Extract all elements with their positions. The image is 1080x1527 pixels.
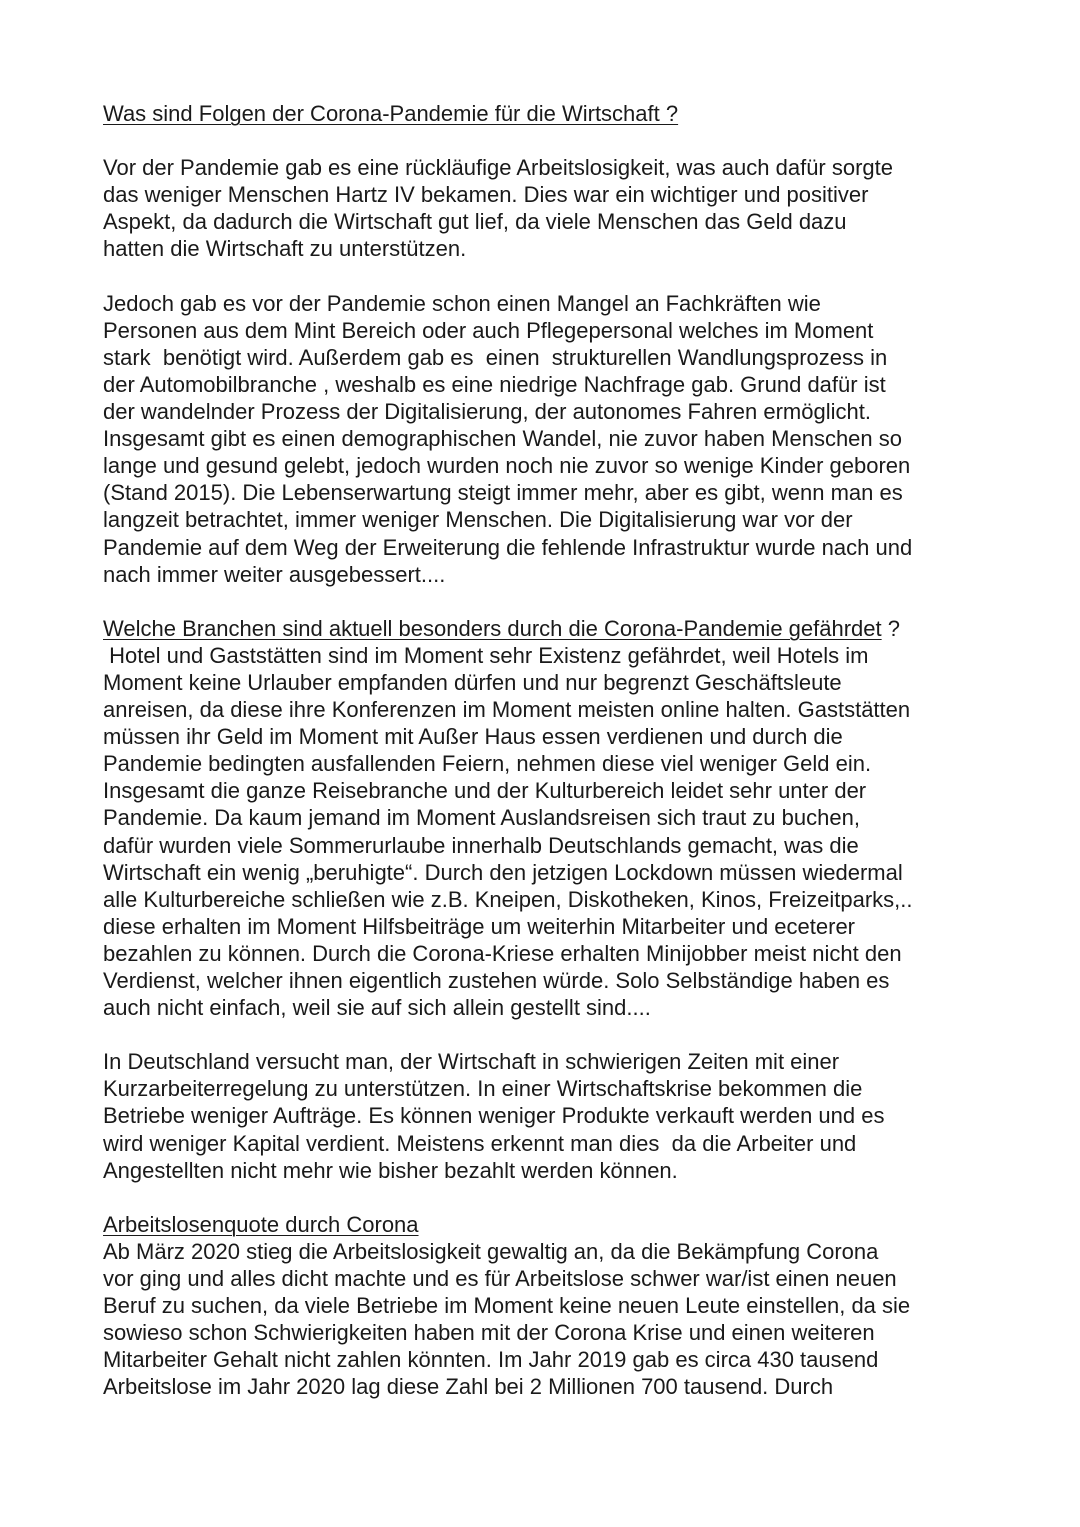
text-line: Insgesamt die ganze Reisebranche und der Kulturbereich leidet sehr unter der <box>103 778 867 804</box>
text-line: Pandemie auf dem Weg der Erweiterung die fehlende Infrastruktur wurde nach und <box>103 534 913 560</box>
heading-folgen-text: Was sind Folgen der Corona-Pandemie für die Wirtschaft ? <box>103 101 679 126</box>
text-line: müssen ihr Geld im Moment mit Außer Haus essen verdienen und durch die <box>103 724 843 750</box>
text-line: sowieso schon Schwierigkeiten haben mit der Corona Krise und einen weiteren <box>103 1320 875 1346</box>
text-line: langzeit betrachtet, immer weniger Menschen. Die Digitalisierung war vor der <box>103 507 853 533</box>
paragraph-arbeitslosigkeit <box>103 1238 1003 1401</box>
heading-branchen-text: Welche Branchen sind aktuell besonders durch die Corona-Pandemie gefährdet <box>103 615 882 641</box>
text-line: Wirtschaft ein wenig „beruhigte“. Durch den jetzigen Lockdown müssen wiedermal <box>103 859 903 885</box>
heading-branchen <box>103 615 1003 642</box>
text-line: Vor der Pandemie gab es eine rückläufige Arbeitslosigkeit, was auch dafür sorgte <box>103 155 894 181</box>
text-line: hatten die Wirtschaft zu unterstützen. <box>103 236 467 262</box>
spacer <box>103 127 1003 154</box>
text-line: Angestellten nicht mehr wie bisher bezahlt werden können. <box>103 1157 678 1183</box>
text-line: lange und gesund gelebt, jedoch wurden noch nie zuvor so wenige Kinder geboren <box>103 453 911 479</box>
text-line: das weniger Menschen Hartz IV bekamen. Dies war ein wichtiger und positiver <box>103 182 869 208</box>
paragraph-kurzarbeit <box>103 1048 1003 1183</box>
text-line: dafür wurden viele Sommerurlaube innerhalb Deutschlands gemacht, was die <box>103 832 859 858</box>
text-line: Personen aus dem Mint Bereich oder auch Pflegepersonal welches im Moment <box>103 317 874 343</box>
spacer <box>103 588 1003 615</box>
text-line: Ab März 2020 stieg die Arbeitslosigkeit gewaltig an, da die Bekämpfung Corona <box>103 1238 879 1264</box>
text-line: Kurzarbeiterregelung zu unterstützen. In einer Wirtschaftskrise bekommen die <box>103 1076 863 1102</box>
text-line: vor ging und alles dicht machte und es für Arbeitslose schwer war/ist einen neuen <box>103 1266 897 1292</box>
text-line: Verdienst, welcher ihnen eigentlich zustehen würde. Solo Selbständige haben es <box>103 968 890 993</box>
text-line: Pandemie. Da kaum jemand im Moment Auslandsreisen sich traut zu buchen, <box>103 805 860 831</box>
text-line: Beruf zu suchen, da viele Betriebe im Moment keine neuen Leute einstellen, da sie <box>103 1293 911 1319</box>
text-line: auch nicht einfach, weil sie auf sich allein gestellt sind.... <box>103 995 651 1021</box>
text-line: Moment keine Urlauber empfanden dürfen und nur begrenzt Geschäftsleute <box>103 669 842 695</box>
text-line: In Deutschland versucht man, der Wirtschaft in schwierigen Zeiten mit einer <box>103 1049 840 1075</box>
text-line: Pandemie bedingten ausfallenden Feiern, nehmen diese viel weniger Geld ein. <box>103 751 872 777</box>
paragraph-hotel-gaststaetten <box>103 642 1003 1021</box>
heading-arbeitslosenquote-text: Arbeitslosenquote durch Corona <box>103 1211 419 1237</box>
heading-branchen-suffix: ? <box>881 615 900 641</box>
text-line: wird weniger Kapital verdient. Meistens erkennt man dies da die Arbeiter und <box>103 1130 857 1156</box>
text-line: Betriebe weniger Aufträge. Es können weniger Produkte verkauft werden und es <box>103 1103 885 1129</box>
text-line: Insgesamt gibt es einen demographischen Wandel, nie zuvor haben Menschen so <box>103 426 903 452</box>
text-line: Jedoch gab es vor der Pandemie schon einen Mangel an Fachkräften wie <box>103 290 821 316</box>
text-line: nach immer weiter ausgebessert.... <box>103 561 446 587</box>
text-line: Arbeitslose im Jahr 2020 lag diese Zahl bei 2 Millionen 700 tausend. Durch <box>103 1374 834 1400</box>
spacer <box>103 1021 1003 1048</box>
text-line: alle Kulturbereiche schließen wie z.B. Kneipen, Diskotheken, Kinos, Freizeitparks,.. <box>103 886 913 912</box>
text-line: Hotel und Gaststätten sind im Moment sehr Existenz gefährdet, weil Hotels im <box>103 642 869 668</box>
paragraph-vor-der-pandemie <box>103 154 1003 262</box>
spacer <box>103 263 1003 290</box>
heading-arbeitslosenquote <box>103 1211 1003 1238</box>
text-line: stark benötigt wird. Außerdem gab es einen strukturellen Wandlungsprozess in <box>103 344 888 370</box>
text-line: (Stand 2015). Die Lebenserwartung steigt immer mehr, aber es gibt, wenn man es <box>103 480 903 506</box>
text-line: diese erhalten im Moment Hilfsbeiträge um weiterhin Mitarbeiter und eceterer <box>103 913 856 939</box>
text-line: Aspekt, da dadurch die Wirtschaft gut lief, da viele Menschen das Geld dazu <box>103 209 847 235</box>
text-line: anreisen, da diese ihre Konferenzen im Moment meisten online halten. Gaststätten <box>103 697 911 723</box>
document-page <box>103 100 1003 1401</box>
text-line: der wandelnder Prozess der Digitalisierung, der autonomes Fahren ermöglicht. <box>103 399 871 425</box>
paragraph-fachkraefte <box>103 290 1003 588</box>
text-line: Mitarbeiter Gehalt nicht zahlen könnten. Im Jahr 2019 gab es circa 430 tausend <box>103 1347 879 1373</box>
text-line: der Automobilbranche , weshalb es eine niedrige Nachfrage gab. Grund dafür ist <box>103 371 886 397</box>
spacer <box>103 1184 1003 1211</box>
text-line: bezahlen zu können. Durch die Corona-Kriese erhalten Minijobber meist nicht den <box>103 940 902 966</box>
heading-folgen <box>103 100 1003 127</box>
